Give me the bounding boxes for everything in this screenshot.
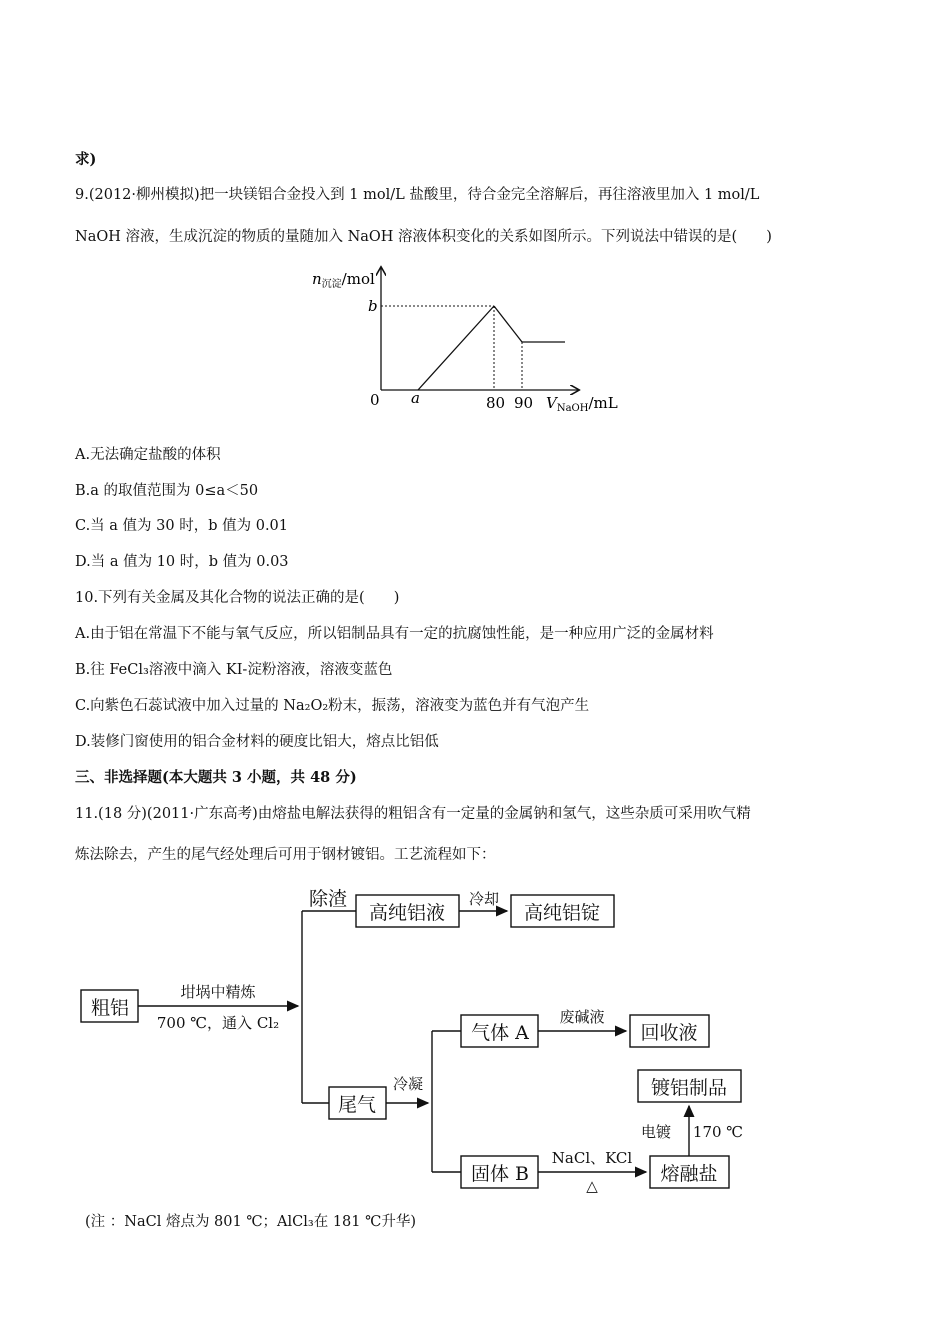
heat-symbol: △ <box>586 1177 598 1195</box>
question-9-option-a: A.无法确定盐酸的体积 <box>75 447 221 463</box>
question-8-tail: 求) <box>75 151 97 168</box>
tick-80: 80 <box>486 394 506 412</box>
tick-90: 90 <box>514 394 534 412</box>
question-10-option-c: C.向紫色石蕊试液中加入过量的 Na₂O₂粉末，振荡，溶液变为蓝色并有气泡产生 <box>75 698 590 714</box>
salts-label: NaCl、KCl <box>551 1149 633 1167</box>
plating-temp-label: 170 ℃ <box>692 1123 744 1141</box>
question-10-option-a: A.由于铝在常温下不能与氧气反应，所以铝制品具有一定的抗腐蚀性能，是一种应用广泛的金属材料 <box>75 626 714 642</box>
section-3-heading: 三、非选择题(本大题共 3 小题，共 48 分) <box>75 769 357 786</box>
question-9-stem-line2: NaOH 溶液，生成沉淀的物质的量随加入 NaOH 溶液体积变化的关系如图所示。下列说法中错误的是( ) <box>75 229 772 245</box>
precipitate-volume-graph <box>300 258 640 418</box>
process-flow-diagram <box>70 880 800 1200</box>
fall-segment <box>494 306 522 342</box>
refine-condition: 700 ℃，通入 Cl₂ <box>156 1014 280 1032</box>
tail-gas-text: 尾气 <box>337 1094 377 1116</box>
question-9-option-b: B.a 的取值范围为 0≤a＜50 <box>75 483 259 499</box>
question-10-stem: 10.下列有关金属及其化合物的说法正确的是( ) <box>75 590 400 606</box>
origin-label: 0 <box>370 391 380 409</box>
question-10-option-b: B.往 FeCl₃溶液中滴入 KI-淀粉溶液，溶液变蓝色 <box>75 662 393 678</box>
high-pure-liquid-text: 高纯铝液 <box>368 902 446 924</box>
question-9-option-d: D.当 a 值为 10 时，b 值为 0.03 <box>75 554 289 570</box>
question-9-stem-line1: 9.(2012·柳州模拟)把一块镁铝合金投入到 1 mol/L 盐酸里，待合金完全溶解后，再往溶液里加入 1 mol/L <box>75 187 760 203</box>
condense-label: 冷凝 <box>392 1075 424 1093</box>
remove-slag-text: 除渣 <box>308 888 348 910</box>
question-10-option-d: D.装修门窗使用的铝合金材料的硬度比铝大，熔点比铝低 <box>75 734 439 750</box>
gas-a-text: 气体 A <box>471 1022 529 1044</box>
plating-label: 电镀 <box>640 1123 672 1141</box>
recovered-liquid-text: 回收液 <box>640 1022 698 1044</box>
x-axis-label: $V_{NaOH}/mL$ <box>546 394 618 414</box>
question-11-note: (注 ：NaCl 熔点为 801 ℃；AlCl₃在 181 ℃升华) <box>85 1214 416 1230</box>
rise-segment <box>418 306 494 390</box>
molten-salt-text: 熔融盐 <box>660 1163 718 1185</box>
al-plated-text: 镀铝制品 <box>650 1077 728 1099</box>
a-label: a <box>411 389 420 407</box>
refine-label: 坩埚中精炼 <box>180 983 256 1001</box>
cooling-label: 冷却 <box>468 890 500 908</box>
crude-al-text: 粗铝 <box>90 997 130 1019</box>
b-label: b <box>368 297 378 315</box>
y-axis-label: $n_{沉淀}$/mol <box>312 270 375 290</box>
question-11-stem-line2: 炼法除去，产生的尾气经处理后可用于钢材镀铝。工艺流程如下： <box>75 847 496 863</box>
waste-alkali-label: 废碱液 <box>559 1008 605 1026</box>
question-11-stem-line1: 11.(18 分)(2011·广东高考)由熔盐电解法获得的粗铝含有一定量的金属钠和氢气，这些杂质可采用吹气精 <box>75 806 751 822</box>
high-pure-ingot-text: 高纯铝锭 <box>523 902 601 924</box>
solid-b-text: 固体 B <box>470 1163 530 1185</box>
question-9-option-c: C.当 a 值为 30 时，b 值为 0.01 <box>75 518 289 534</box>
